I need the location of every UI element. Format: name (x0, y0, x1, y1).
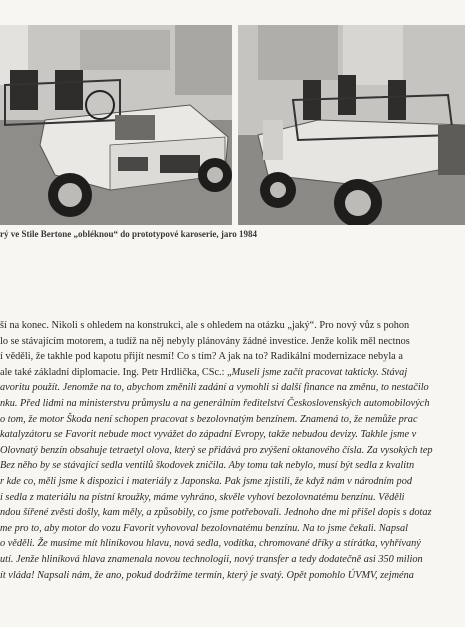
body-line: o tom, že motor Škoda není schopen pracovat s bezolovnatým benzínem. Znamená to, že nemůže prac (0, 413, 418, 425)
body-line: r kde co, měli jsme k dispozici i materiály z Japonska. Pak jsme zjistili, že když nám v národním pod (0, 475, 413, 487)
photo-chassis-front (0, 25, 232, 225)
body-line: ít vláda! Napsali nám, že ano, pokud dodržíme termín, který je svatý. Opět pomohlo ÚVMV, zejména (0, 569, 414, 581)
body-line: utí. Jenže hliníková hlava znamenala novou technologii, nový transfer a tedy dodatečně asi 350 milion (0, 553, 423, 565)
body-line: Olovnatý benzín obsahuje tetraetyl olova, který se přidává pro zvýšení oktanového čísla. Za vysokých tep (0, 444, 433, 456)
body-line: Bez něho by se stávající sedla ventilů škodovek zničila. Aby tomu tak nebylo, musí být sedla z kvalitn (0, 460, 415, 472)
quote-italic: Museli jsme začít pracovat takticky. Stávaj (231, 366, 408, 378)
body-line: nku. Před lidmi na ministerstvu průmyslu a na generálním ředitelství Československých automobilových (0, 397, 430, 409)
body-line: i sedla z materiálu na pístní kroužky, máme vyhráno, skvěle vyhoví bezolovnatému benzínu. Věděli (0, 491, 405, 503)
body-line: o věděli. Že musíme mít hliníkovou hlavu, nová sedla, vodítka, chromované dříky a stírátka, vyhřívaný (0, 538, 421, 550)
photo-chassis-side (238, 25, 465, 225)
photo-caption: rý ve Stile Bertone „obléknou“ do prototypové karoserie, jaro 1984 (0, 229, 257, 239)
body-line: lo se stávajícím motorem, a tudíž na něj nebyly plánovány žádné investice. Jenže kolik měl nectnos (0, 335, 410, 347)
body-line: ndou šířené zvěsti došly, kam měly, a způsobily, co jsme potřebovali. Jednoho dne mi přišel dopis s dotaz (0, 507, 432, 519)
body-line: í věděli, že takhle pod kapotu přijít nesmí! Co s tím? A jak na to? Radikální modernizace nebyla a (0, 351, 403, 363)
body-line: ší na konec. Nikoli s ohledem na konstrukci, ale s ohledem na otázku „jaký“. Pro nový vůz s pohon (0, 320, 410, 331)
chassis-side-illustration (238, 25, 465, 225)
body-line: avoritu použít. Jenomže na to, abychom změnili zadání a vymohli si další finance na změnu, to nestačilo (0, 382, 429, 394)
body-line: katalyzátoru se Favorit nebude moct vyvážet do západní Evropy, takže nebudou devizy. Takhle jsme v (0, 429, 417, 441)
article-body (0, 318, 465, 583)
body-line: ale také základní diplomacie. Ing. Petr Hrdlička, CSc.: „Museli jsme začít pracovat takticky. Stávaj (0, 366, 408, 378)
body-line: me pro to, aby motor do vozu Favorit vyhovoval bezolovnatému benzínu. Na to jsme čekali. Napsal (0, 522, 408, 534)
chassis-front-illustration (0, 25, 232, 225)
